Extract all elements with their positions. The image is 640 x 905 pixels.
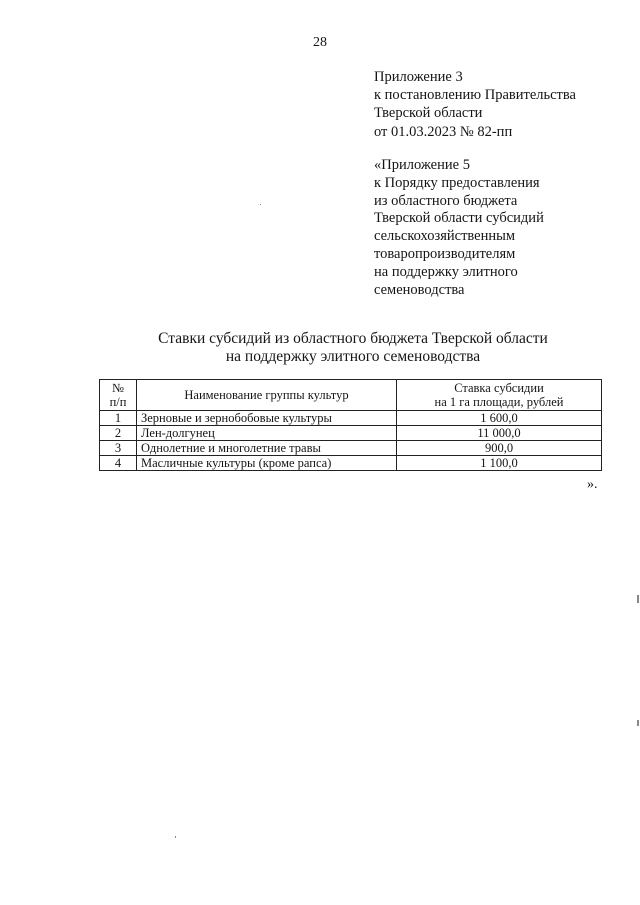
header-crop-group: Наименование группы культур: [137, 380, 397, 411]
row-number: 3: [100, 441, 137, 456]
row-number: 1: [100, 411, 137, 426]
quoted-appendix-line: из областного бюджета: [374, 192, 518, 209]
header-number-line: №: [112, 381, 124, 395]
quoted-appendix-reference: [374, 157, 624, 299]
appendix-line: к постановлению Правительства: [374, 87, 576, 104]
appendix-reference: [374, 68, 624, 141]
row-number: 2: [100, 426, 137, 441]
header-number: [100, 380, 137, 411]
quoted-appendix-line: Тверской области субсидий: [374, 210, 544, 227]
table-row: [100, 426, 602, 441]
row-rate: 11 000,0: [397, 426, 602, 441]
closing-quote: ».: [587, 477, 598, 492]
appendix-line: Приложение 3: [374, 69, 463, 85]
row-crop-group: Зерновые и зернобобовые культуры: [137, 411, 397, 426]
header-number-line: п/п: [109, 395, 127, 409]
quoted-appendix-line: сельскохозяйственным: [374, 228, 516, 245]
table-row: [100, 456, 602, 471]
table-header-row: [100, 380, 602, 411]
row-rate: 900,0: [397, 441, 602, 456]
row-rate: 1 600,0: [397, 411, 602, 426]
row-crop-group: Лен-долгунец: [137, 426, 397, 441]
appendix-line: от 01.03.2023 № 82-пп: [374, 123, 513, 140]
quoted-appendix-line: товаропроизводителям: [374, 245, 516, 262]
header-rate: [397, 380, 602, 411]
table-row: [100, 441, 602, 456]
subsidy-rates-table: [99, 379, 602, 471]
row-number: 4: [100, 456, 137, 471]
scan-speck: [175, 836, 176, 838]
quoted-appendix-line: «Приложение 5: [374, 157, 470, 173]
row-crop-group: Масличные культуры (кроме рапса): [137, 456, 397, 471]
quoted-appendix-line: семеноводства: [374, 281, 465, 298]
quoted-appendix-line: на поддержку элитного: [374, 263, 518, 280]
title-line-2: на поддержку элитного семеноводства: [225, 348, 481, 365]
appendix-line: Тверской области: [374, 105, 483, 122]
document-title: [0, 330, 640, 366]
scan-speck: [260, 204, 261, 205]
header-rate-line: Ставка субсидии: [454, 381, 544, 395]
scan-speck: [637, 595, 639, 603]
row-rate: 1 100,0: [397, 456, 602, 471]
quoted-appendix-line: к Порядку предоставления: [374, 174, 540, 191]
table-row: [100, 411, 602, 426]
scan-speck: [637, 720, 639, 726]
header-rate-line: на 1 га площади, рублей: [434, 395, 564, 409]
page-number: 28: [313, 35, 327, 50]
title-line-1: Ставки субсидий из областного бюджета Тверской области: [158, 330, 548, 347]
row-crop-group: Однолетние и многолетние травы: [137, 441, 397, 456]
